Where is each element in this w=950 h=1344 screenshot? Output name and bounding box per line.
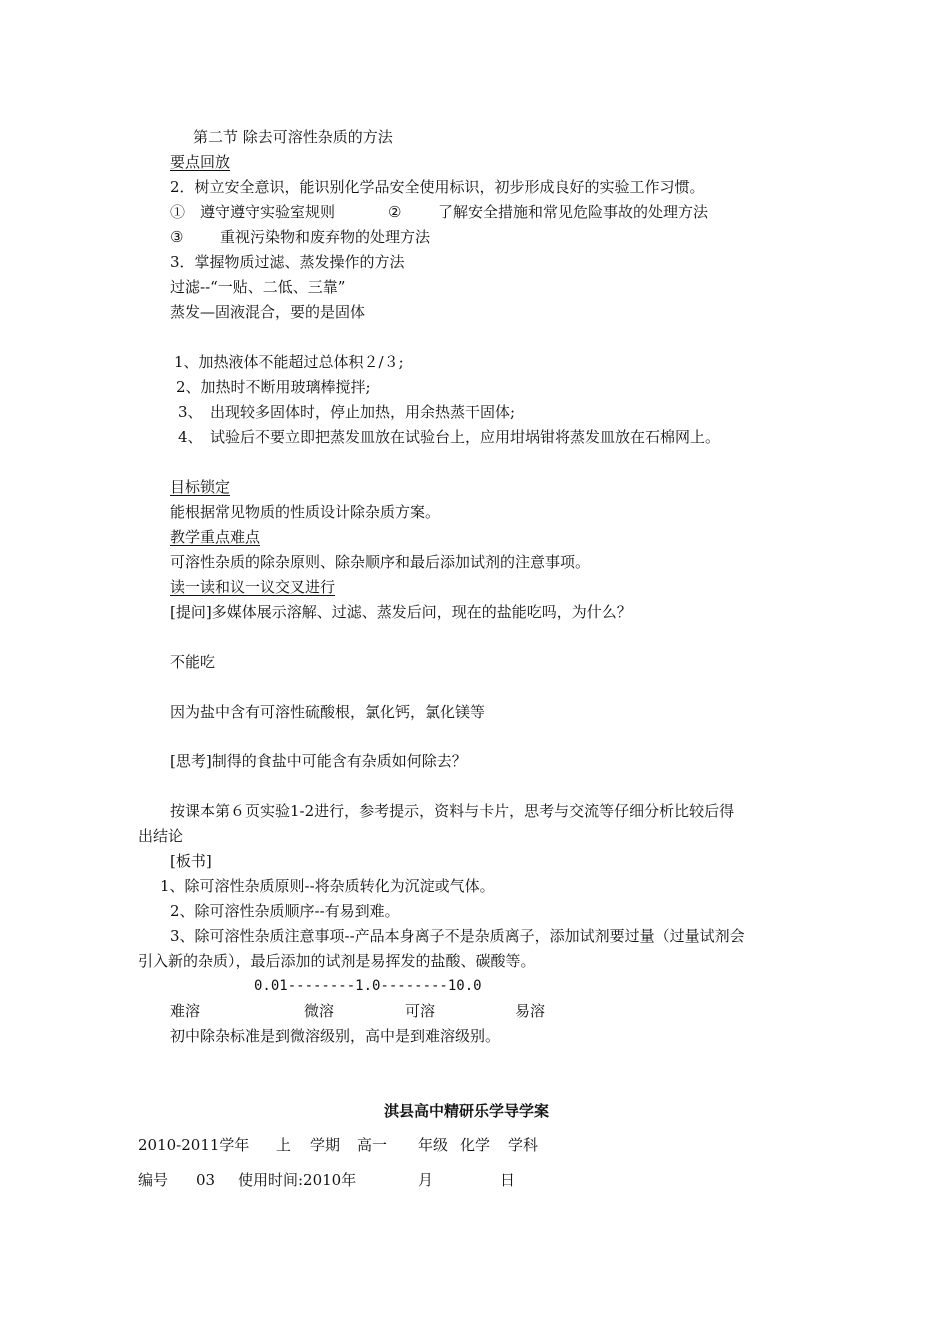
evap-rule-4: 4、 试验后不要立即把蒸发皿放在试验台上，应用坩埚钳将蒸发皿放在石棉网上。: [178, 428, 721, 446]
safety-row-1: [0, 202, 950, 222]
paragraph-filter: 过滤--“一贴、二低、三靠”: [170, 278, 346, 296]
safety-row-2: [0, 227, 950, 247]
footer-grade: 高一: [357, 1136, 388, 1154]
footer-month: 月: [418, 1171, 434, 1189]
heading-key-points: 要点回放: [170, 153, 231, 171]
paragraph-evaporation: 蒸发—固液混合，要的是固体: [170, 303, 366, 321]
label-very-soluble: 易溶: [515, 1002, 546, 1020]
paragraph-standard: 初中除杂标准是到微溶级别，高中是到难溶级别。: [170, 1027, 501, 1045]
heading-read-discuss: 读一读和议一议交叉进行: [170, 578, 336, 596]
label-soluble: 可溶: [405, 1002, 436, 1020]
section-title: 第二节 除去可溶性杂质的方法: [193, 128, 393, 146]
board-item-1: 1、除可溶性杂质原则--将杂质转化为沉淀或气体。: [160, 877, 495, 895]
footer-term-label: 学期: [310, 1136, 341, 1154]
footer-number: 03: [196, 1171, 216, 1189]
label-insoluble: 难溶: [170, 1002, 201, 1020]
safety-marker-2: ②: [388, 203, 402, 221]
paragraph-answer: 不能吃: [170, 653, 216, 671]
footer-grade-label: 年级: [418, 1136, 449, 1154]
footer-row-1: [0, 1135, 950, 1155]
paragraph-reason: 因为盐中含有可溶性硫酸根，氯化钙，氯化镁等: [170, 703, 486, 721]
paragraph-experiment-line-2: 出结论: [138, 827, 184, 845]
paragraph-experiment-line-1: 按课本第６页实验1-2进行，参考提示，资料与卡片，思考与交流等仔细分析比较后得: [170, 802, 735, 820]
board-item-2: 2、除可溶性杂质顺序--有易到难。: [170, 902, 400, 920]
evap-rule-2: 2、加热时不断用玻璃棒搅拌;: [176, 378, 371, 396]
footer-use-time: 使用时间:2010年: [238, 1171, 357, 1189]
paragraph-think: [思考]制得的食盐中可能含有杂质如何除去？: [170, 752, 467, 770]
safety-marker-3: ③: [170, 228, 184, 246]
footer-subject-label: 学科: [508, 1136, 539, 1154]
board-item-3: 3、除可溶性杂质注意事项--产品本身离子不是杂质离子，添加试剂要过量（过量试剂会: [170, 927, 745, 945]
label-slightly-soluble: 微溶: [304, 1002, 335, 1020]
paragraph-question: [提问]多媒体展示溶解、过滤、蒸发后问，现在的盐能吃吗，为什么？: [170, 603, 632, 621]
footer-day: 日: [500, 1171, 516, 1189]
footer-title: 淇县高中精研乐学导学案: [384, 1102, 550, 1120]
board-label: [板书]: [170, 852, 212, 870]
heading-goal: 目标锁定: [170, 478, 231, 496]
footer-row-2: [0, 1170, 950, 1190]
footer-subject: 化学: [460, 1136, 491, 1154]
evap-rule-3: 3、 出现较多固体时，停止加热，用余热蒸干固体;: [178, 403, 516, 421]
solubility-labels: [0, 1001, 950, 1021]
footer-number-label: 编号: [138, 1171, 169, 1189]
paragraph-master: 3．掌握物质过滤、蒸发操作的方法: [170, 253, 405, 271]
footer-school-year: 2010-2011学年: [138, 1136, 250, 1154]
heading-focus: 教学重点难点: [170, 528, 261, 546]
safety-item-1: ① 遵守遵守实验室规则: [170, 203, 336, 221]
solubility-scale: 0.01--------1.0--------10.0: [254, 978, 482, 994]
evap-rule-1: 1、加热液体不能超过总体积２/３;: [174, 353, 404, 371]
board-item-3-continuation: 引入新的杂质），最后添加的试剂是易挥发的盐酸、碳酸等。: [138, 952, 536, 970]
safety-item-2: 了解安全措施和常见危险事故的处理方法: [438, 203, 709, 221]
paragraph-goal: 能根据常见物质的性质设计除杂质方案。: [170, 503, 441, 521]
safety-item-3: 重视污染物和废弃物的处理方法: [220, 228, 431, 246]
paragraph-focus: 可溶性杂质的除杂原则、除杂顺序和最后添加试剂的注意事项。: [170, 553, 591, 571]
footer-term: 上: [276, 1136, 292, 1154]
paragraph-safety: 2．树立安全意识，能识别化学品安全使用标识，初步形成良好的实验工作习惯。: [170, 178, 705, 196]
